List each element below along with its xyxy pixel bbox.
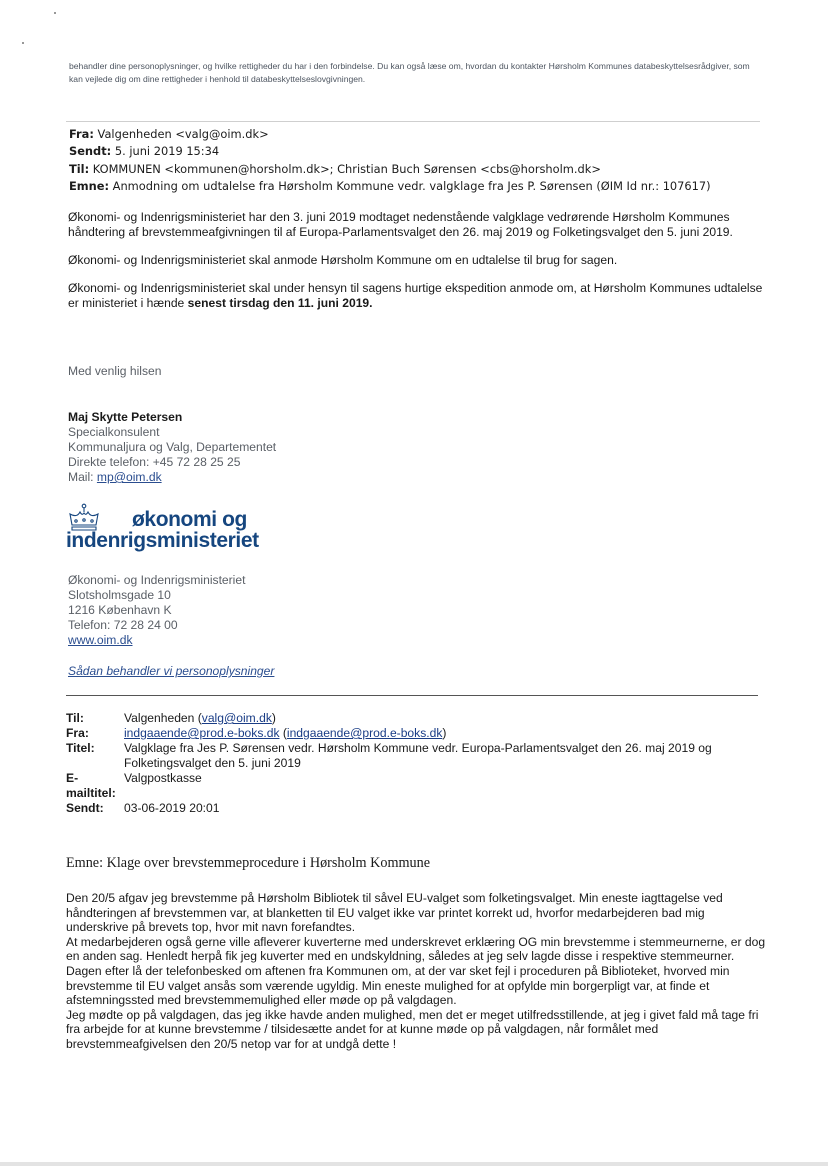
address-block: [68, 573, 368, 648]
signature-mail: [68, 470, 388, 485]
body-paragraph: Økonomi- og Indenrigsministeriet skal anmode Hørsholm Kommune om en udtalelse til brug for sagen.: [68, 253, 618, 267]
fwd-to-label: Til:: [66, 711, 84, 725]
intro-text: behandler dine personoplysninger, og hvilke rettigheder du har i den forbindelse. Du kan også læse om, hvordan du kontakter Hørsholm Kommunes databeskyttelsesrådgiver, som kan vejlede dig om dine rettigheder i henhold til databeskyttelseslovgivningen.: [69, 61, 750, 84]
to-value: KOMMUNEN <kommunen@horsholm.dk>; Christian Buch Sørensen <cbs@horsholm.dk>: [92, 161, 601, 176]
fwd-title-value: Valgklage fra Jes P. Sørensen vedr. Hørsholm Kommune vedr. Europa-Parlamentsvalget den 26. maj 2019 og Folketingsvalget den 5. juni 2019: [124, 741, 712, 770]
fwd-sent-row: [66, 801, 766, 816]
fwd-from-link[interactable]: indgaaende@prod.e-boks.dk: [124, 726, 280, 740]
complaint-subject: Emne: Klage over brevstemmeprocedure i Hørsholm Kommune: [66, 855, 431, 871]
sent-label: Sendt:: [69, 144, 112, 159]
divider: [66, 695, 758, 696]
header-subject: [69, 178, 769, 195]
fwd-from-mid: (: [279, 726, 287, 740]
fwd-from-row: [66, 726, 766, 741]
complaint-paragraph: Jeg mødte op på valgdagen, das jeg ikke havde anden mulighed, men det er meget utilfredsstillende, at jeg i givet fald må tage fri fra arbejde for at kunne brevstemme / tilsidesætte andet for at kunne møde op på valgdagen, når formålet med brevstemmeafgivelsen den 20/5 netop var for at undgå dette !: [66, 1007, 759, 1051]
to-label: Til:: [69, 161, 90, 176]
address-street: Slotsholmsgade 10: [68, 588, 171, 602]
divider: [66, 121, 760, 122]
logo-wordmark: [66, 509, 259, 551]
logo-line-2: indenrigsministeriet: [66, 529, 259, 552]
deadline-intro: Økonomi- og Indenrigsministeriet skal under hensyn til sagens hurtige ekspedition anmode om, at Hørsholm Kommunes udtalelse er ministeriet i hænde: [68, 281, 763, 310]
scan-speck: [54, 12, 56, 14]
fwd-from-close: ): [442, 726, 447, 740]
signature: [68, 410, 388, 485]
fwd-to-row: [66, 711, 766, 726]
fwd-etitle-label-1: E-: [66, 771, 79, 785]
address-org: Økonomi- og Indenrigsministeriet: [68, 573, 246, 587]
body-paragraph: [68, 281, 768, 311]
privacy-link[interactable]: Sådan behandler vi personoplysninger: [68, 664, 275, 678]
fwd-from-label: Fra:: [66, 726, 89, 740]
website-link[interactable]: www.oim.dk: [68, 633, 133, 647]
address-city: 1216 København K: [68, 603, 172, 617]
email-body: [68, 210, 768, 324]
scan-edge: [0, 1162, 828, 1166]
complaint-paragraph: At medarbejderen også gerne ville afleverer kuverterne med underskrevet erklæring OG min brevstemme i stemmeurnerne, er dog en anden sag. Henledt herpå fik jeg kuverter med en undskyldning, således at jeg selv lagde disse i respektive stemmeurner.: [66, 934, 766, 964]
mail-label: Mail:: [68, 470, 94, 484]
address-phone: Telefon: 72 28 24 00: [68, 618, 178, 632]
fwd-to-value: Valgenheden (: [124, 711, 202, 725]
fwd-sent-label: Sendt:: [66, 801, 104, 815]
subject-value: Anmodning om udtalelse fra Hørsholm Kommune vedr. valgklage fra Jes P. Sørensen (ØIM Id nr.: 107617): [112, 178, 711, 193]
signature-department: Kommunaljura og Valg, Departementet: [68, 440, 277, 454]
fwd-etitle-row: [66, 771, 766, 801]
ministry-logo: [66, 503, 326, 555]
from-value: Valgenheden <valg@oim.dk>: [97, 127, 269, 141]
header-to: [69, 161, 769, 178]
address-web-row: [68, 633, 368, 648]
mail-link[interactable]: mp@oim.dk: [96, 470, 162, 484]
complaint-body: [66, 891, 766, 1052]
email-header: [69, 126, 769, 195]
fwd-sent-value: 03-06-2019 20:01: [124, 801, 220, 815]
complaint-paragraph: Dagen efter lå der telefonbesked om aftenen fra Kommunen om, at der var sket fejl i proceduren på Biblioteket, hvorved min brevstemme til EU valget ansås som værende ugyldig. Min eneste mulighed for at opfylde min borgerpligt var, at finde et afstemningssted med brevstemmemulighed eller møde op på valgdagen.: [66, 963, 730, 1008]
fwd-etitle-label-2: mailtitel:: [66, 786, 116, 800]
signature-name: Maj Skytte Petersen: [68, 410, 183, 424]
fwd-to-link[interactable]: valg@oim.dk: [201, 711, 272, 725]
complaint-paragraph: Den 20/5 afgav jeg brevstemme på Hørsholm Bibliotek til såvel EU-valget som folketingsvalget. Min eneste iagttagelse ved håndteringen af brevstemmen var, at blanketten til EU valget ikke var printet korrekt ud, hvorfor medarbejderen bad mig underskrive på brevets top, hvor mit navn forefandtes.: [66, 891, 723, 935]
signature-title: Specialkonsulent: [68, 425, 160, 439]
deadline-date: senest tirsdag den 11. juni 2019.: [187, 296, 373, 310]
logo-line-1: økonomi og: [132, 508, 247, 531]
fwd-title-label: Titel:: [66, 741, 95, 755]
signature-phone: Direkte telefon: +45 72 28 25 25: [68, 455, 241, 469]
subject-label: Emne:: [69, 178, 110, 193]
fwd-title-row: [66, 741, 766, 771]
fwd-etitle-label: [66, 771, 122, 801]
sent-value: 5. juni 2019 15:34: [114, 144, 220, 159]
from-label: Fra:: [69, 127, 94, 141]
scan-speck: [22, 42, 24, 44]
greeting: Med venlig hilsen: [68, 364, 162, 378]
forwarded-header: [66, 711, 766, 816]
body-paragraph: Økonomi- og Indenrigsministeriet har den 3. juni 2019 modtaget nedenstående valgklage vedrørende Hørsholm Kommunes håndtering af brevstemmeafgivningen til af Europa-Parlamentsvalget den 26. maj 2019 og Folketingsvalget den 5. juni 2019.: [68, 210, 733, 239]
header-from: [69, 126, 769, 143]
fwd-to-close: ): [271, 711, 276, 725]
header-sent: [69, 143, 769, 160]
fwd-from-link[interactable]: indgaaende@prod.e-boks.dk: [286, 726, 443, 740]
fwd-etitle-value: Valgpostkasse: [124, 771, 202, 785]
